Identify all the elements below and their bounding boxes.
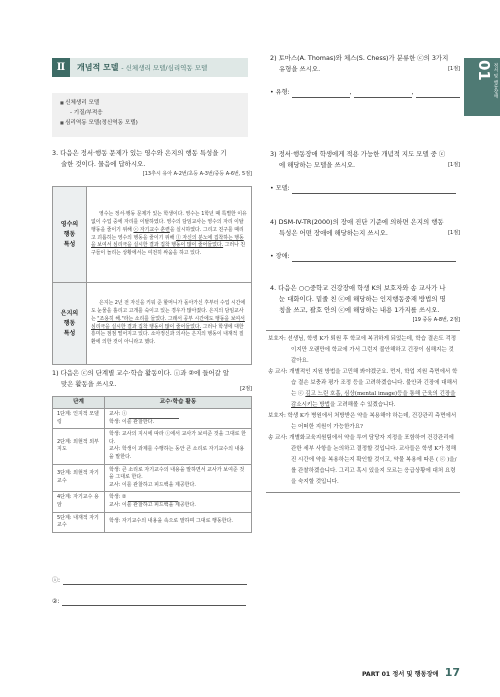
activity-line: 학생: 큰 소리로 자기교수의 내용을 말하면서 교사가 보여준 것을 그대로 한다.: [109, 466, 245, 481]
dialog-text: 을 고려해볼 수 있겠습니다.: [329, 402, 396, 408]
section-title: [77, 61, 207, 75]
question-3-source: [13추시 유아 A-2번/초등 A-3번/중등 A-6번, 5점]: [142, 171, 252, 177]
subquestion-4-answer: [270, 252, 460, 262]
dialog-text: 송 교사: 개별화교육지원팀에서 약을 투여 담당자 지정을 포함하여 건강관리에 관한 세부 사항을 논의하고 결정할 것입니다. 교사들은 학생 K가 정해진 시간에 약을 복용하는지 확인할 것이고, 약물 복용에 따른 ( ⓒ )을/를 관찰하겠습니다. 그리고 혹시 있을지 모르는 응급상황에 대처 요령을 숙지할 것입니다.: [268, 435, 457, 485]
dialog-line: [268, 411, 458, 433]
case-text: 영수는 정서·행동 문제가 있는 학생이다.: [99, 211, 186, 218]
dialog-line: [268, 433, 458, 488]
dialog-line: [268, 367, 458, 411]
page-footer: [362, 664, 460, 681]
case-row: [53, 283, 252, 365]
activity-cell: [105, 409, 252, 429]
subquestion-1: [52, 368, 252, 394]
activity-step: 3단계: 외현적 자기교수: [53, 464, 105, 492]
subquestion-2-line: [270, 64, 460, 75]
footer-title: 정서 및 행동장애: [392, 670, 439, 678]
subquestion-3-marks: [1점]: [448, 162, 460, 168]
activity-header-row: [53, 397, 252, 409]
topic-item: ■ 심리역동 모델(정신역동 모델): [60, 118, 240, 129]
case-text: 을 실시하였다. 그리고 친구를 때리고 괴롭히는 영수의 행동을 줄이기 위해: [91, 226, 244, 241]
activity-line: 교사: 이를 관찰하고 피드백을 제공한다.: [109, 481, 196, 488]
answer-field[interactable]: [62, 599, 246, 606]
question-3: [52, 148, 252, 179]
case-row: [53, 187, 252, 283]
subquestion-2-text: 유형을 쓰시오.: [279, 65, 321, 73]
answer-label: • 모델:: [270, 185, 290, 192]
case-label-line: 특성: [63, 329, 76, 337]
case-text-underlined: "조용히 해."라는 소리를 들었다. 그래서 공부 시간에도 행동을 보여서 심리극을 실시한 결과 집착 행동이 많이 줄어들었다.: [91, 315, 245, 330]
subquestion-2: [270, 53, 460, 75]
case-label-line: 은지의: [60, 309, 79, 317]
activity-header: 단계: [53, 397, 105, 409]
activity-cell: [105, 429, 252, 464]
activity-line: 교사: 이를 관찰하고 피드백을 제공한다.: [109, 501, 196, 508]
subquestion-3: [270, 149, 460, 171]
activity-row: [53, 429, 252, 464]
activity-step: 4단계: 자기교수 용암: [53, 492, 105, 512]
question-3-line: 술한 것이다. 물음에 답하시오.: [61, 160, 146, 168]
dialog-text: 송 교사: 개별적인 지원 방법을 고민해 봐야겠군요. 먼저, 학업 지원 측면에서 학습 결손 보충과 평가 조정 등을 고려하겠습니다. 불안과 긴장에 대해서는 ⓒ: [268, 369, 458, 397]
answer-field[interactable]: [63, 578, 247, 585]
footer-part-label: PART: [361, 670, 380, 678]
answer-blank: [129, 413, 179, 419]
case-text: 그러나 친구들이 놀리는 상황에서는 여전히 싸움을 하고 있다.: [91, 242, 246, 256]
subquestion-4-line: 4) DSM-IV-TR(2000)의 장애 진단 기준에 의하면 은지의 행동: [270, 218, 444, 226]
section-subtitle: - 신체생리 모델/심리역동 모델: [121, 64, 208, 72]
case-body: [87, 187, 252, 283]
case-label: [53, 283, 87, 365]
activity-text: 학생: ②: [109, 494, 127, 501]
answer-label: ②:: [52, 598, 60, 605]
answer-field[interactable]: [354, 91, 412, 98]
answer-line-2: [52, 597, 250, 606]
question-3-text: [52, 148, 252, 170]
answer-field[interactable]: [292, 255, 456, 262]
answer-field[interactable]: [416, 91, 460, 98]
case-text: 그러나 학생에 대한 흥미는 점점 떨어지고 있다. 소아정신과 의사는 은지의 행동이 내재적 질환에 의한 것이 아니라고 했다.: [91, 323, 244, 345]
activity-line: 교사: 학생이 과제를 수행하는 동안 큰 소리로 자기교수의 내용을 말한다.: [109, 446, 245, 460]
activity-line: 학생: 이를 관찰한다.: [109, 418, 155, 425]
topic-item: ■ 신체생리 모델: [60, 98, 240, 109]
subquestion-4-line: [270, 228, 460, 239]
activity-table: [52, 396, 252, 533]
subquestion-1-line: 맞은 활동을 쓰시오.: [61, 380, 117, 388]
question-4-line: 눈 대화이다. 밑줄 친 ⓒ에 해당하는 인지행동중재 방법의 명: [279, 295, 446, 303]
activity-text: 교사: ⓘ: [109, 411, 127, 417]
subquestion-4: [270, 217, 460, 239]
section-header: [52, 58, 248, 77]
answer-label: • 장애:: [270, 253, 290, 260]
question-4-line: 4. 다음은 ○○중학교 건강장애 학생 K의 보호자와 송 교사가 나: [270, 284, 446, 292]
activity-row: [53, 492, 252, 512]
case-body: [87, 283, 252, 365]
subquestion-2-answer: • 유형: , ,: [270, 88, 460, 98]
activity-cell: [105, 492, 252, 512]
subquestion-3-line: [270, 160, 460, 171]
question-4-line: 칭을 쓰고, 괄호 안의 ⓒ에 해당하는 내용 1가지를 쓰시오.: [279, 306, 440, 314]
chapter-side-tab: [464, 58, 500, 116]
activity-row: [53, 464, 252, 492]
activity-step: 2단계: 외현적 외부 지도: [53, 429, 105, 464]
dialog-text-underlined: 깊고 느린 호흡, 심상(mental image)등을 통해 근육의 긴장을 감소시키는 방법: [291, 391, 456, 408]
subquestion-1-marks: [2점]: [240, 386, 252, 392]
case-label-line: 영수의: [60, 220, 79, 228]
answer-label: ⓘ:: [52, 577, 61, 584]
activity-cell: [105, 512, 252, 532]
dialog-text: 보호자: 학생 K가 병원에서 처방받은 약을 복용해야 하는데, 건강관리 측면에서는 어떠한 지원이 가능한가요?: [268, 413, 457, 430]
activity-line: 학생: 자기교수의 내용을 속으로 말하며 그대로 행동한다.: [109, 518, 233, 525]
section-badge: Ⅱ: [52, 58, 70, 77]
activity-line: [109, 494, 247, 502]
activity-line: [109, 411, 247, 419]
footer-part-number: 01: [381, 670, 391, 678]
activity-cell: [105, 464, 252, 492]
activity-step: 1단계: 인지적 모델링: [53, 409, 105, 429]
case-label-line: 행동: [63, 319, 76, 327]
topic-item: - 기질/부적응: [70, 109, 103, 116]
subquestion-4-text: 특성은 어떤 장애에 해당하는지 쓰시오.: [279, 229, 388, 237]
question-3-line: 3. 다음은 정서·행동 문제가 있는 영수와 은지의 행동 특성을 기: [52, 149, 227, 157]
case-text: 영수는 1학년 때 특별한 이유 없이 수업 중에 자리를 이탈하였다. 영수의 담임교사는 영수의 자리 이탈 행동을 줄이기 위해: [91, 211, 247, 233]
case-label: [53, 187, 87, 283]
case-label-line: 특성: [63, 240, 76, 248]
section-title-main: 개념적 모델: [77, 63, 119, 72]
activity-step: 5단계: 내재적 자기교수: [53, 512, 105, 532]
case-text-underlined: ⓛ 자신의 분노에 집착하는 행동을 보여서 심리극을 실시한 결과 집착 행동이 많이 줄어들었다.: [91, 234, 244, 249]
activity-row: [53, 512, 252, 532]
activity-line: 학생: 교사의 지시에 따라 ⓘ에서 교사가 보여준 것을 그대로 한다.: [109, 431, 246, 445]
activity-header: 교수·학습 활동: [105, 397, 252, 409]
chapter-number: 01: [475, 60, 493, 81]
answer-line-1: [52, 576, 250, 585]
page-number: 17: [444, 665, 460, 679]
answer-label: • 유형:: [270, 89, 290, 96]
activity-row: [53, 409, 252, 429]
case-text: 은지는 2년 전 자신을 키워 준 할머니가 돌아가신 후부터 수업 시간에도 눈물을 흘리고 고개를 숙이고 있는 경우가 많아졌다. 은지의 담임교사는: [91, 300, 246, 322]
case-label-line: 행동: [63, 230, 76, 238]
case-table: [52, 186, 252, 365]
subquestion-4-marks: [1점]: [448, 230, 460, 236]
case-text-underlined: ⓒ 자기교수 훈련: [133, 226, 170, 233]
subquestion-3-line: 3) 정서·행동장애 학생에게 적용 가능한 개념적 지도 모델 중 ⓒ: [270, 150, 446, 158]
subquestion-2-marks: [1점]: [448, 66, 460, 72]
dialog-box: [266, 330, 460, 493]
subquestion-1-line: 1) 다음은 ⓒ의 단계별 교수·학습 활동이다. ⓘ과 ②에 들어갈 알: [52, 369, 230, 377]
subquestion-3-answer: [270, 184, 460, 194]
subquestion-3-text: 에 해당하는 모델을 쓰시오.: [279, 161, 356, 169]
answer-field[interactable]: [292, 91, 350, 98]
answer-field[interactable]: [292, 187, 456, 194]
question-4-source: [19 중등 A-8번, 2점]: [412, 317, 460, 323]
dialog-text: 보호자: 선생님, 학생 K가 퇴원 후 학교에 복귀하게 되었는데, 학습 결손도 걱정이지만 오랜만에 학교에 가서 그런지 불안해하고 긴장이 심해지는 것 같아요.: [268, 336, 457, 364]
question-4: [270, 283, 460, 324]
dialog-line: [268, 334, 458, 367]
subquestion-2-line: 2) 토마스(A. Thomas)와 체스(S. Chess)가 분류한 ⓒ의 3가지: [270, 54, 449, 62]
topics-box: [52, 93, 248, 137]
chapter-title: 정서 및 행동장애: [493, 63, 498, 99]
